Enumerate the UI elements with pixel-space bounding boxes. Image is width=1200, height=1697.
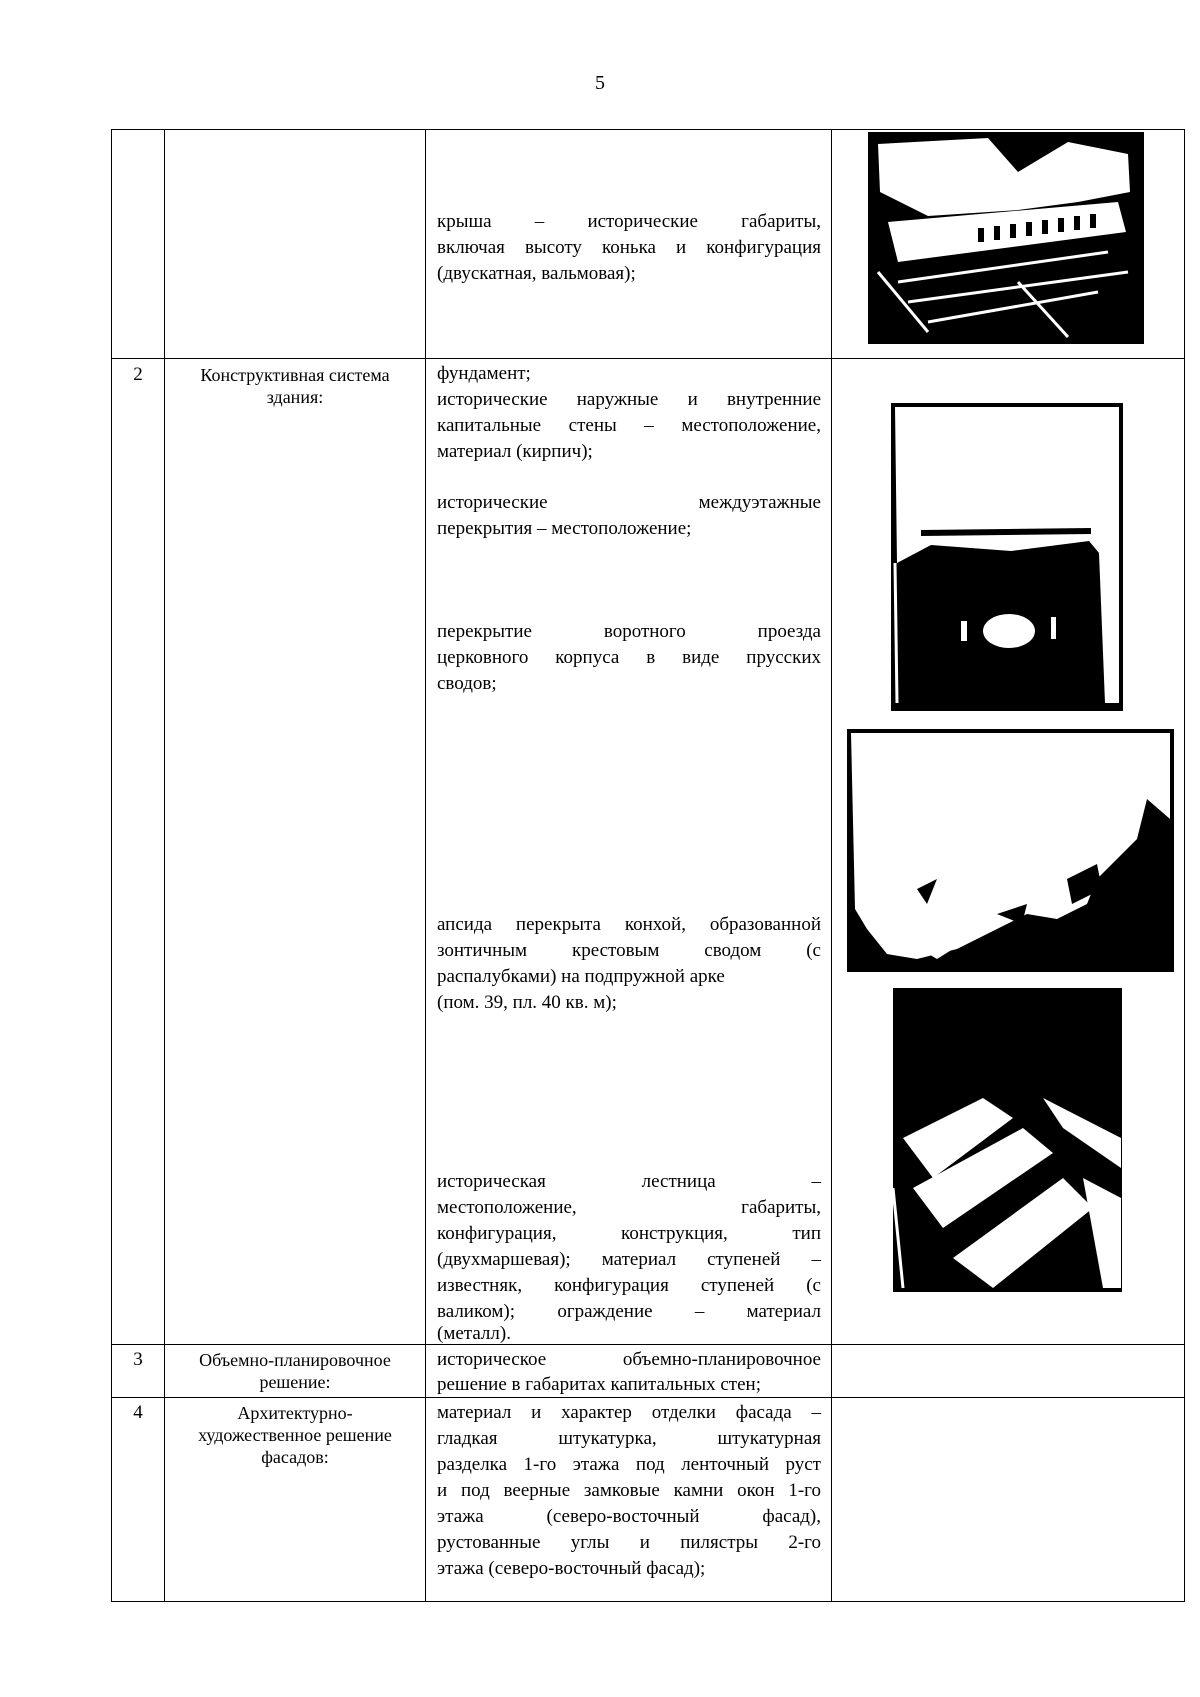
page-number: 5: [595, 72, 605, 94]
stair-line-3: конфигурация, конструкция, тип: [437, 1223, 821, 1244]
row-subject: Архитектурно-художественное решение фасадов:: [198, 1403, 392, 1467]
roof-photo: [868, 132, 1144, 344]
facade-line-3: разделка 1-го этажа под ленточный руст: [437, 1454, 821, 1475]
stair-line-2: местоположение, габариты,: [437, 1197, 821, 1218]
floors-line-1: исторические междуэтажные: [437, 492, 821, 513]
floors-line-2: перекрытия – местоположение;: [437, 518, 692, 539]
facade-line-6: рустованные углы и пилястры 2-го: [437, 1532, 821, 1553]
roof-line-1: крыша – исторические габариты,: [437, 211, 821, 232]
row-number: 3: [133, 1349, 143, 1370]
facade-line-5: этажа (северо-восточный фасад),: [437, 1506, 821, 1527]
passage-line-2: церковного корпуса в виде прусских: [437, 647, 821, 668]
apse-line-3: распалубками) на подпружной арке: [437, 966, 725, 987]
row-subject: Конструктивная система здания:: [200, 365, 390, 407]
row-number: 2: [133, 364, 143, 385]
stair-line-6: валиком); ограждение – материал: [437, 1301, 821, 1322]
stair-line-4: (двухмаршевая); материал ступеней –: [437, 1249, 821, 1270]
passage-line-3: сводов;: [437, 673, 497, 694]
facade-line-1: материал и характер отделки фасада –: [437, 1402, 821, 1423]
row-number: 4: [133, 1402, 143, 1423]
stair-line-7: (металл).: [437, 1323, 511, 1344]
walls-line-3: материал (кирпич);: [437, 441, 593, 462]
volume-line-2: решение в габаритах капитальных стен;: [437, 1374, 761, 1395]
roof-line-3: (двускатная, вальмовая);: [437, 263, 636, 284]
foundation-text: фундамент;: [437, 363, 531, 384]
walls-line-1: исторические наружные и внутренние: [437, 389, 821, 410]
apse-line-4: (пом. 39, пл. 40 кв. м);: [437, 992, 617, 1013]
staircase-photo: [893, 988, 1122, 1292]
passage-line-1: перекрытие воротного проезда: [437, 621, 821, 642]
apse-line-2: зонтичным крестовым сводом (с: [437, 940, 821, 961]
apse-vault-photo: [847, 729, 1174, 972]
row-subject: Объемно-планировочное решение:: [199, 1350, 391, 1392]
walls-line-2: капитальные стены – местоположение,: [437, 415, 821, 436]
stair-line-1: историческая лестница –: [437, 1171, 821, 1192]
apse-line-1: апсида перекрыта конхой, образованной: [437, 914, 821, 935]
facade-line-4: и под веерные замковые камни окон 1-го: [437, 1480, 821, 1501]
vault-passage-photo: [891, 403, 1123, 711]
facade-line-2: гладкая штукатурка, штукатурная: [437, 1428, 821, 1449]
roof-line-2: включая высоту конька и конфигурация: [437, 237, 821, 258]
volume-line-1: историческое объемно-планировочное: [437, 1349, 821, 1370]
facade-line-7: этажа (северо-восточный фасад);: [437, 1558, 706, 1579]
stair-line-5: известняк, конфигурация ступеней (с: [437, 1275, 821, 1296]
